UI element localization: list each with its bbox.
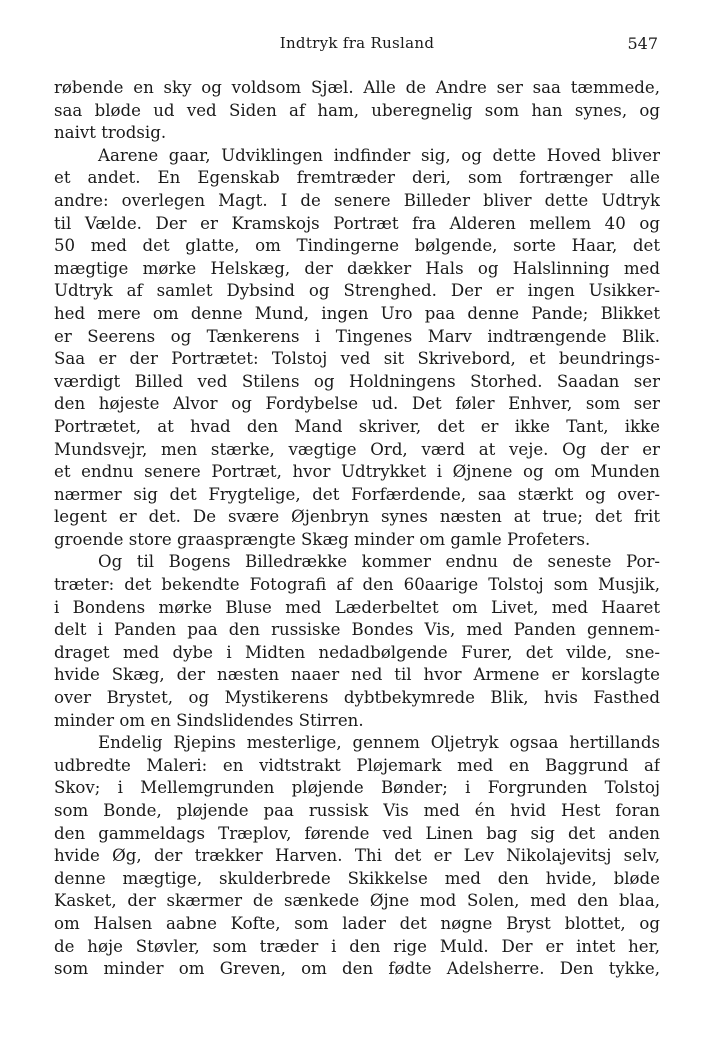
text-line: værdigt Billed ved Stilens og Holdningens Storhed. Saadan ser xyxy=(54,371,660,391)
text-line: draget med dybe i Midten nedadbølgende Furer, det vilde, sne- xyxy=(54,642,660,662)
page-number: 547 xyxy=(627,34,658,53)
text-line: som Bonde, pløjende paa russisk Vis med én hvid Hest foran xyxy=(54,801,660,820)
text-line: de høje Støvler, som træder i den rige Muld. Der er intet her, xyxy=(54,936,660,956)
text-line: et andet. En Egenskab fremtræder deri, som fortrænger alle xyxy=(54,168,660,188)
text-line: Saa er der Portrætet: Tolstoj ved sit Skrivebord, et beundrings- xyxy=(54,349,660,369)
text-line: udbredte Maleri: en vidtstrakt Pløjemark med en Baggrund af xyxy=(54,755,660,775)
text-line: hvide Øg, der trækker Harven. Thi det er Lev Nikolajevitsj selv, xyxy=(54,846,660,866)
text-line: andre: overlegen Magt. I de senere Billeder bliver dette Udtryk xyxy=(54,190,660,210)
text-line: Kasket, der skærmer de sænkede Øjne mod Solen, med den blaa, xyxy=(54,891,660,911)
text-line: delt i Panden paa den russiske Bondes Vis, med Panden gennem- xyxy=(54,620,660,640)
text-line: som minder om Greven, om den fødte Adelsherre. Den tykke, xyxy=(54,959,660,979)
page-header xyxy=(54,34,660,58)
text-line: legent er det. De svære Øjenbryn synes næsten at true; det frit xyxy=(54,507,660,527)
text-line: om Halsen aabne Kofte, som lader det nøgne Bryst blottet, og xyxy=(54,913,660,933)
text-line: Portrætet, at hvad den Mand skriver, det er ikke Tant, ikke xyxy=(54,416,660,436)
text-line: den gammeldags Træplov, førende ved Linen bag sig det anden xyxy=(54,823,660,843)
text-line: i Bondens mørke Bluse med Læderbeltet om Livet, med Haaret xyxy=(54,597,660,617)
text-line: den højeste Alvor og Fordybelse ud. Det føler Enhver, som ser xyxy=(54,394,660,414)
text-line: over Brystet, og Mystikerens dybtbekymrede Blik, hvis Fasthed xyxy=(54,688,660,708)
text-line: 50 med det glatte, om Tindingerne bølgende, sorte Haar, det xyxy=(54,236,660,256)
text-line: træter: det bekendte Fotografi af den 60aarige Tolstoj som Musjik, xyxy=(54,575,660,595)
text-line: Mundsvejr, men stærke, vægtige Ord, værd at veje. Og der er xyxy=(54,439,660,459)
text-line: hvide Skæg, der næsten naaer ned til hvor Armene er korslagte xyxy=(54,665,660,685)
text-line: minder om en Sindslidendes Stirren. xyxy=(54,710,364,730)
text-line: nærmer sig det Frygtelige, det Forfærdende, saa stærkt og over- xyxy=(54,484,660,504)
text-line: Udtryk af samlet Dybsind og Strenghed. Der er ingen Usikker- xyxy=(54,281,660,301)
text-line: Og til Bogens Billedrække kommer endnu de seneste Por- xyxy=(98,552,660,572)
running-title: Indtryk fra Rusland xyxy=(279,34,435,52)
text-line: er Seerens og Tænkerens i Tingenes Marv indtrængende Blik. xyxy=(54,326,660,346)
text-line: hed mere om denne Mund, ingen Uro paa denne Pande; Blikket xyxy=(54,303,660,323)
text-line: saa bløde ud ved Siden af ham, uberegnelig som han synes, og xyxy=(54,100,660,120)
text-line: mægtige mørke Helskæg, der dækker Hals og Halslinning med xyxy=(54,258,660,278)
text-line: Endelig Rjepins mesterlige, gennem Oljetryk ogsaa hertillands xyxy=(98,733,660,753)
text-line: naivt trodsig. xyxy=(54,123,167,143)
text-line: denne mægtige, skulderbrede Skikkelse med den hvide, bløde xyxy=(54,868,660,888)
body-text xyxy=(54,77,660,981)
text-line: Skov; i Mellemgrunden pløjende Bønder; i Forgrunden Tolstoj xyxy=(54,778,660,798)
text-line: et endnu senere Portræt, hvor Udtrykket i Øjnene og om Munden xyxy=(54,462,660,482)
text-line: Aarene gaar, Udviklingen indfinder sig, og dette Hoved bliver xyxy=(98,145,660,165)
text-line: groende store graasprængte Skæg minder om gamle Profeters. xyxy=(54,529,591,549)
text-line: til Vælde. Der er Kramskojs Portræt fra Alderen mellem 40 og xyxy=(54,213,660,233)
text-line: røbende en sky og voldsom Sjæl. Alle de Andre ser saa tæmmede, xyxy=(54,78,660,97)
